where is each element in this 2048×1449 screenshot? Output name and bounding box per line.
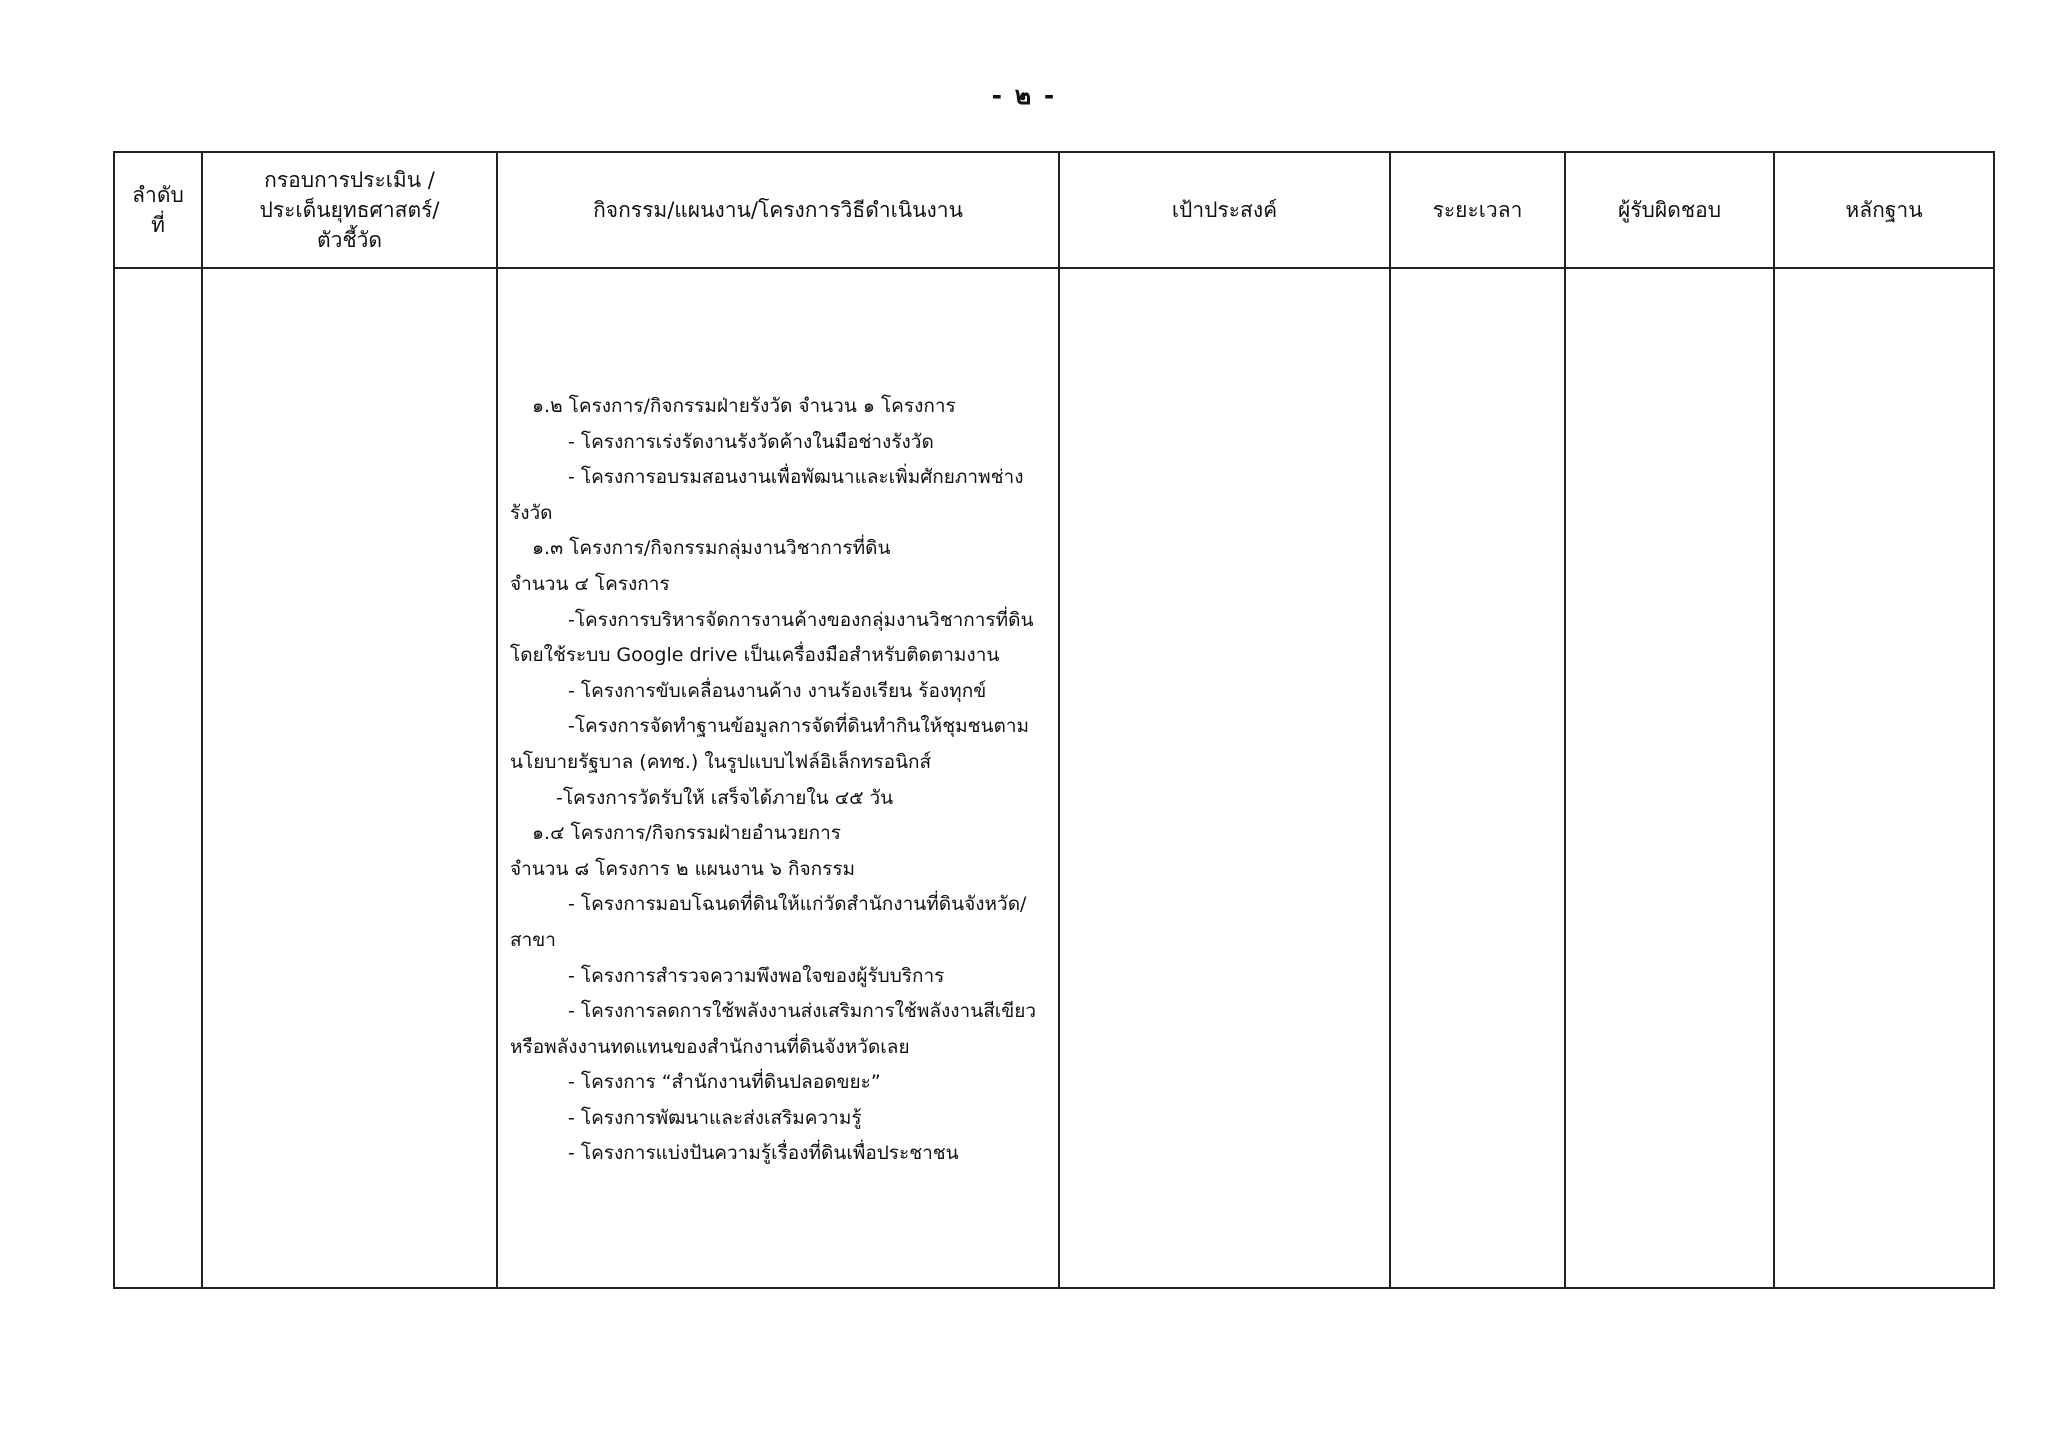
activity-line: -โครงการจัดทำฐานข้อมูลการจัดที่ดินทำกินให้ชุมชนตาม xyxy=(568,715,1030,738)
cell-activities xyxy=(497,268,1059,1288)
header-duration: ระยะเวลา xyxy=(1390,152,1565,268)
activity-line: -โครงการบริหารจัดการงานค้างของกลุ่มงานวิชาการที่ดิน xyxy=(568,608,1034,631)
activity-line: - โครงการมอบโฉนดที่ดินให้แก่วัดสำนักงานที่ดินจังหวัด/ xyxy=(568,893,1027,916)
activity-line: นโยบายรัฐบาล (คทช.) ในรูปแบบไฟล์อิเล็กทรอนิกส์ xyxy=(510,750,932,773)
cell-sequence xyxy=(114,268,202,1288)
activity-line: - โครงการพัฒนาและส่งเสริมความรู้ xyxy=(568,1106,862,1129)
activity-line: หรือพลังงานทดแทนของสำนักงานที่ดินจังหวัดเลย xyxy=(510,1035,910,1058)
cell-evaluation-framework xyxy=(202,268,497,1288)
activity-line: - โครงการเร่งรัดงานรังวัดค้างในมือช่างรังวัด xyxy=(568,430,934,453)
activity-line: รังวัด xyxy=(510,501,553,524)
activity-line: - โครงการ “สำนักงานที่ดินปลอดขยะ” xyxy=(568,1071,881,1094)
page-number: - ๒ - xyxy=(991,81,1057,110)
activity-line: - โครงการแบ่งปันความรู้เรื่องที่ดินเพื่อประชาชน xyxy=(568,1142,959,1165)
header-objective: เป้าประสงค์ xyxy=(1059,152,1390,268)
activity-line: ๑.๔ โครงการ/กิจกรรมฝ่ายอำนวยการ xyxy=(532,822,841,845)
activity-line: จำนวน ๘ โครงการ ๒ แผนงาน ๖ กิจกรรม xyxy=(510,857,856,880)
activity-line: - โครงการลดการใช้พลังงานส่งเสริมการใช้พลังงานสีเขียว xyxy=(568,1000,1037,1023)
activity-line: ๑.๒ โครงการ/กิจกรรมฝ่ายรังวัด จำนวน ๑ โครงการ xyxy=(532,395,956,417)
activity-line: - โครงการอบรมสอนงานเพื่อพัฒนาและเพิ่มศักยภาพช่าง xyxy=(568,466,1024,489)
header-activities: กิจกรรม/แผนงาน/โครงการวิธีดำเนินงาน xyxy=(497,152,1059,268)
activity-line: โดยใช้ระบบ Google drive เป็นเครื่องมือสำหรับติดตามงาน xyxy=(510,644,1000,667)
activity-line: - โครงการขับเคลื่อนงานค้าง งานร้องเรียน ร้องทุกข์ xyxy=(568,679,987,702)
table-row xyxy=(114,268,1994,1288)
header-evaluation-framework: กรอบการประเมิน / ประเด็นยุทธศาสตร์/ ตัวชี้วัด xyxy=(202,152,497,268)
cell-responsible xyxy=(1565,268,1774,1288)
cell-objective xyxy=(1059,268,1390,1288)
activity-line: สาขา xyxy=(510,928,556,951)
header-sequence: ลำดับ ที่ xyxy=(114,152,202,268)
activity-line: -โครงการวัดรับให้ เสร็จได้ภายใน ๔๕ วัน xyxy=(556,786,894,809)
cell-evidence xyxy=(1774,268,1994,1288)
header-evidence: หลักฐาน xyxy=(1774,152,1994,268)
header-row xyxy=(114,152,1994,268)
header-responsible: ผู้รับผิดชอบ xyxy=(1565,152,1774,268)
activity-line: - โครงการสำรวจความพึงพอใจของผู้รับบริการ xyxy=(568,964,945,987)
plan-table xyxy=(113,151,1995,1289)
cell-duration xyxy=(1390,268,1565,1288)
activity-line: ๑.๓ โครงการ/กิจกรรมกลุ่มงานวิชาการที่ดิน xyxy=(532,537,891,560)
activity-line: จำนวน ๔ โครงการ xyxy=(510,572,670,595)
